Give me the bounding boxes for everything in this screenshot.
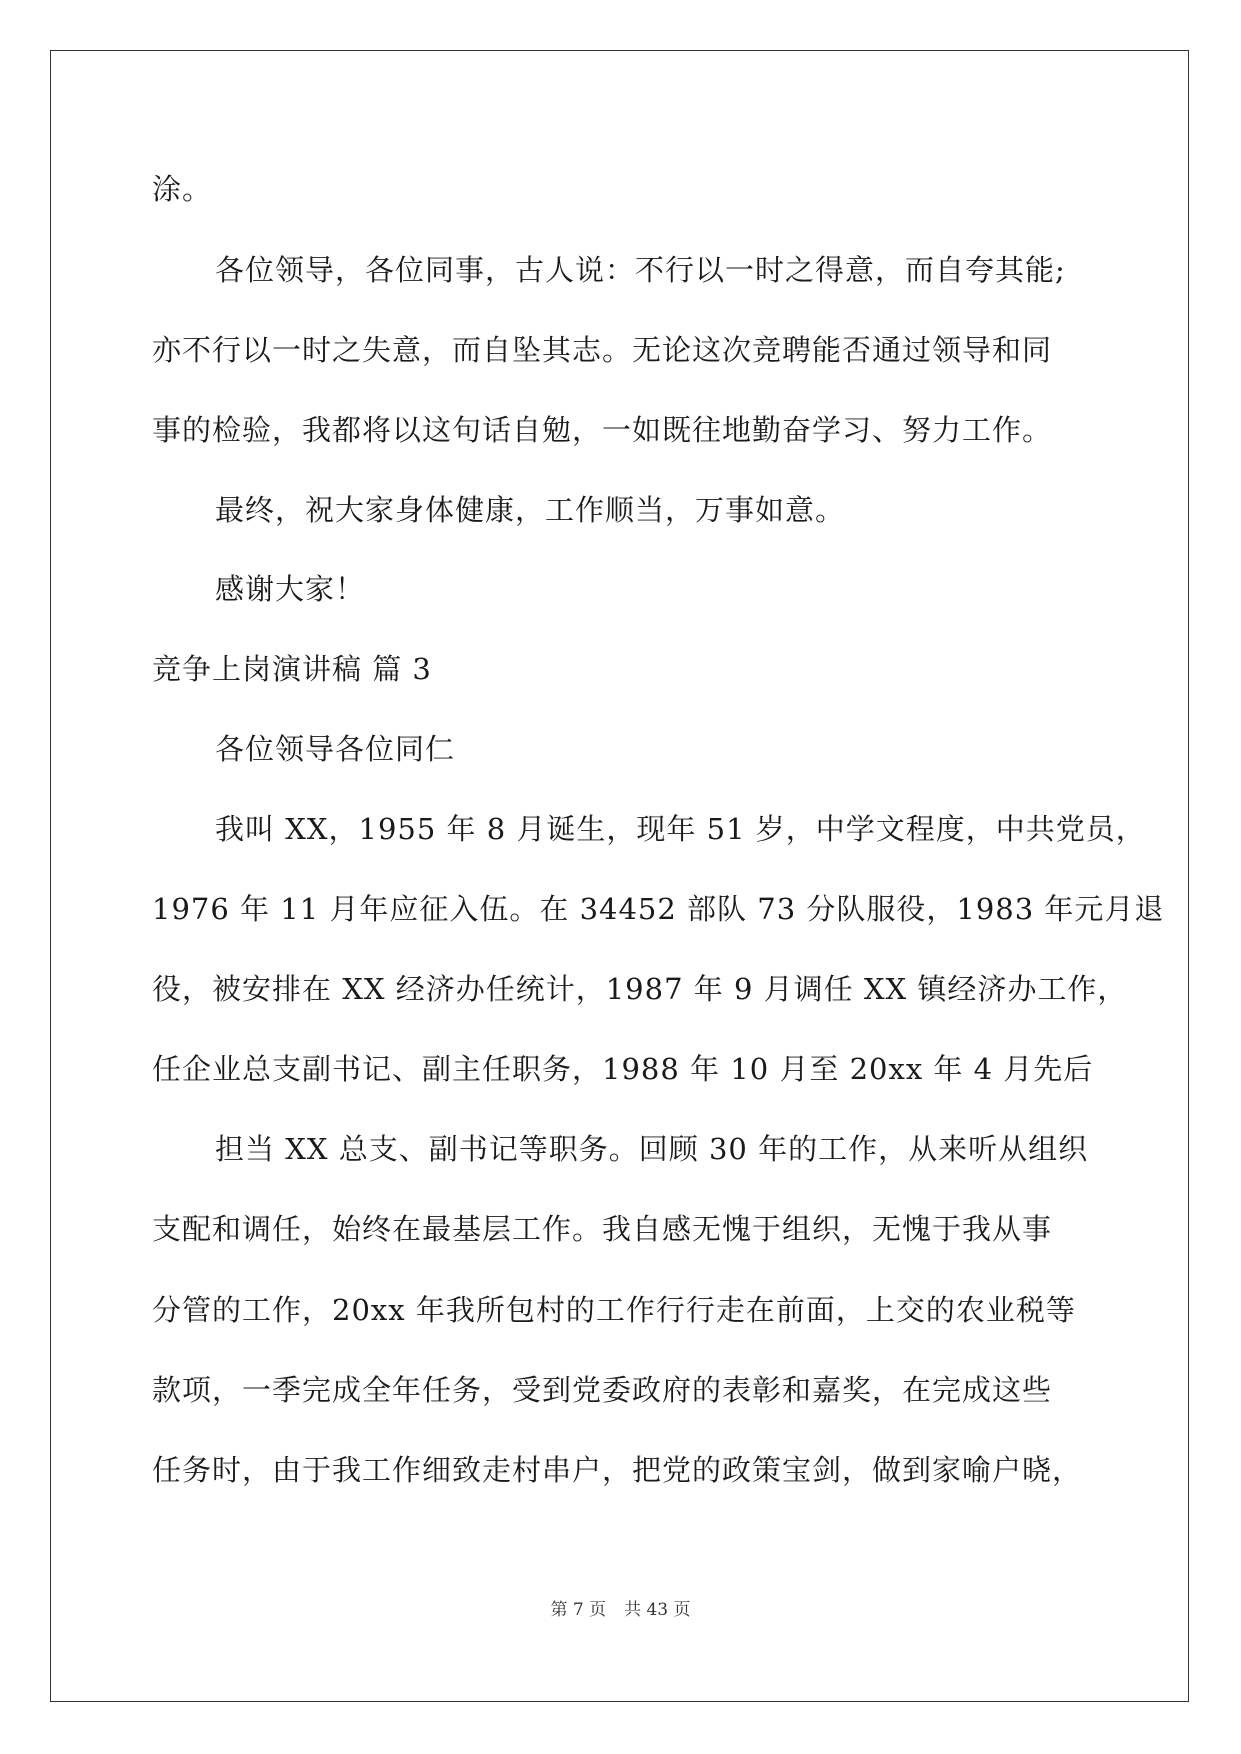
text-line: 最终，祝大家身体健康，工作顺当，万事如意。 <box>215 493 846 527</box>
text-line: 款项，一季完成全年任务，受到党委政府的表彰和嘉奖，在完成这些 <box>152 1373 1053 1407</box>
text-line: 任务时，由于我工作细致走村串户，把党的政策宝剑，做到家喻户晓， <box>152 1453 1083 1487</box>
text-line: 分管的工作，20xx 年我所包村的工作行行走在前面，上交的农业税等 <box>152 1293 1076 1327</box>
section-heading: 竞争上岗演讲稿 篇 3 <box>152 652 432 686</box>
text-line: 事的检验，我都将以这句话自勉，一如既往地勤奋学习、努力工作。 <box>152 413 1053 447</box>
page-total: 共 43 页 <box>624 1600 691 1620</box>
text-line: 支配和调任，始终在最基层工作。我自感无愧于组织，无愧于我从事 <box>152 1212 1053 1246</box>
text-line: 各位领导，各位同事，古人说：不行以一时之得意，而自夸其能; <box>215 253 1066 287</box>
page-number: 第 7 页 <box>550 1600 607 1620</box>
text-line: 我叫 XX，1955 年 8 月诞生，现年 51 岁，中学文程度，中共党员， <box>215 812 1146 846</box>
text-line: 役，被安排在 XX 经济办任统计，1987 年 9 月调任 XX 镇经济办工作， <box>152 972 1128 1006</box>
text-line: 担当 XX 总支、副书记等职务。回顾 30 年的工作，从来听从组织 <box>215 1132 1089 1166</box>
text-line: 任企业总支副书记、副主任职务，1988 年 10 月至 20xx 年 4 月先后 <box>152 1052 1094 1086</box>
salutation: 各位领导各位同仁 <box>215 732 456 766</box>
text-line: 亦不行以一时之失意，而自坠其志。无论这次竞聘能否通过领导和同 <box>152 333 1053 367</box>
text-line: 涂。 <box>152 172 213 206</box>
page-footer <box>0 1598 1241 1622</box>
text-line: 1976 年 11 月年应征入伍。在 34452 部队 73 分队服役，1983 年元月退 <box>152 892 1165 926</box>
text-line: 感谢大家！ <box>215 572 366 606</box>
